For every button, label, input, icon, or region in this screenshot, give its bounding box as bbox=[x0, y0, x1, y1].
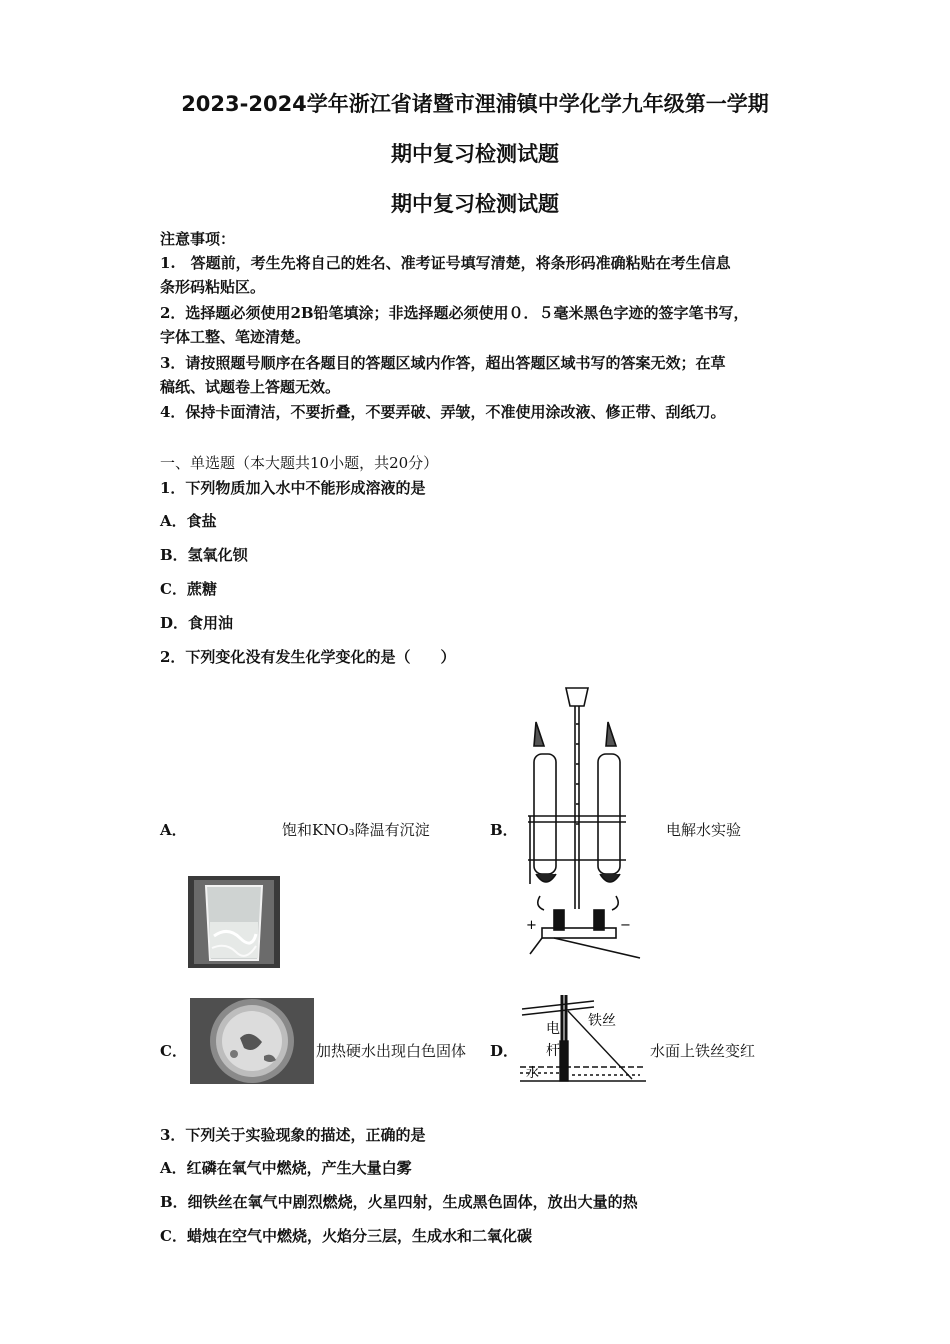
q1-option-c[interactable]: C．蔗糖 bbox=[160, 580, 217, 598]
q2-option-c-text: 加热硬水出现白色固体 bbox=[316, 1042, 467, 1060]
left-tube bbox=[534, 754, 556, 874]
exam-title-line2: 期中复习检测试题 bbox=[391, 142, 559, 166]
notice-item-2-cont: 字体工整、笔迹清楚。 bbox=[160, 328, 311, 346]
notice-heading: 注意事项： bbox=[160, 230, 236, 248]
q3-stem: 3．下列关于实验现象的描述，正确的是 bbox=[160, 1126, 426, 1144]
funnel-top bbox=[566, 688, 588, 706]
pole-label-1: 电 bbox=[546, 1021, 560, 1037]
notice-item-3-cont: 稿纸、试题卷上答题无效。 bbox=[160, 378, 341, 396]
q2-option-b-label[interactable]: B． bbox=[490, 821, 518, 839]
q2-option-d-label[interactable]: D． bbox=[490, 1042, 519, 1060]
hard-water-heating-photo bbox=[190, 998, 314, 1084]
water-label: 水 bbox=[526, 1066, 540, 1081]
electrolysis-apparatus-diagram bbox=[520, 684, 660, 964]
q2-option-a-text: 饱和KNO₃降温有沉淀 bbox=[282, 821, 430, 839]
iron-wire-pole-diagram bbox=[520, 995, 646, 1085]
q2-option-d-text: 水面上铁丝变红 bbox=[650, 1042, 756, 1060]
electrode-minus-label: − bbox=[620, 918, 631, 933]
q2-option-c-label[interactable]: C． bbox=[160, 1042, 187, 1060]
q2-option-b-text: 电解水实验 bbox=[666, 821, 742, 839]
q3-option-b[interactable]: B．细铁丝在氧气中剧烈燃烧，火星四射，生成黑色固体，放出大量的热 bbox=[160, 1193, 638, 1211]
notice-item-3: 3．请按照题号顺序在各题目的答题区域内作答，超出答题区域书写的答案无效；在草 bbox=[160, 354, 726, 372]
right-tube bbox=[598, 754, 620, 874]
notice-item-2: 2．选择题必须使用2B铅笔填涂；非选择题必须使用０．５毫米黑色字迹的签字笔书写， bbox=[160, 304, 749, 322]
notice-item-4: 4．保持卡面清洁，不要折叠，不要弄破、弄皱，不准使用涂改液、修正带、刮纸刀。 bbox=[160, 403, 726, 421]
pole-label-2: 杆 bbox=[546, 1043, 560, 1059]
q1-option-b[interactable]: B．氢氧化钡 bbox=[160, 546, 248, 564]
notice-item-1: 1. 答题前，考生先将自己的姓名、准考证号填写清楚，将条形码准确粘贴在考生信息 bbox=[160, 254, 731, 272]
q3-option-a[interactable]: A．红磷在氧气中燃烧，产生大量白雾 bbox=[160, 1159, 412, 1177]
wire-label: 铁丝 bbox=[588, 1013, 616, 1029]
q2-stem: 2．下列变化没有发生化学变化的是（ ） bbox=[160, 648, 456, 666]
section-heading: 一、单选题（本大题共10小题，共20分） bbox=[160, 454, 439, 472]
exam-title-line1: 2023-2024学年浙江省诸暨市浬浦镇中学化学九年级第一学期 bbox=[181, 92, 769, 116]
q1-stem: 1．下列物质加入水中不能形成溶液的是 bbox=[160, 479, 426, 497]
q2-option-a-label[interactable]: A． bbox=[160, 821, 187, 839]
electrode-plus-label: + bbox=[526, 918, 537, 933]
q1-option-a[interactable]: A．食盐 bbox=[160, 512, 217, 530]
exam-title-line3: 期中复习检测试题 bbox=[391, 192, 559, 216]
beaker-photo bbox=[188, 876, 280, 968]
notice-item-1-cont: 条形码粘贴区。 bbox=[160, 278, 266, 296]
q1-option-d[interactable]: D．食用油 bbox=[160, 614, 234, 632]
q3-option-c[interactable]: C．蜡烛在空气中燃烧，火焰分三层，生成水和二氧化碳 bbox=[160, 1227, 532, 1245]
